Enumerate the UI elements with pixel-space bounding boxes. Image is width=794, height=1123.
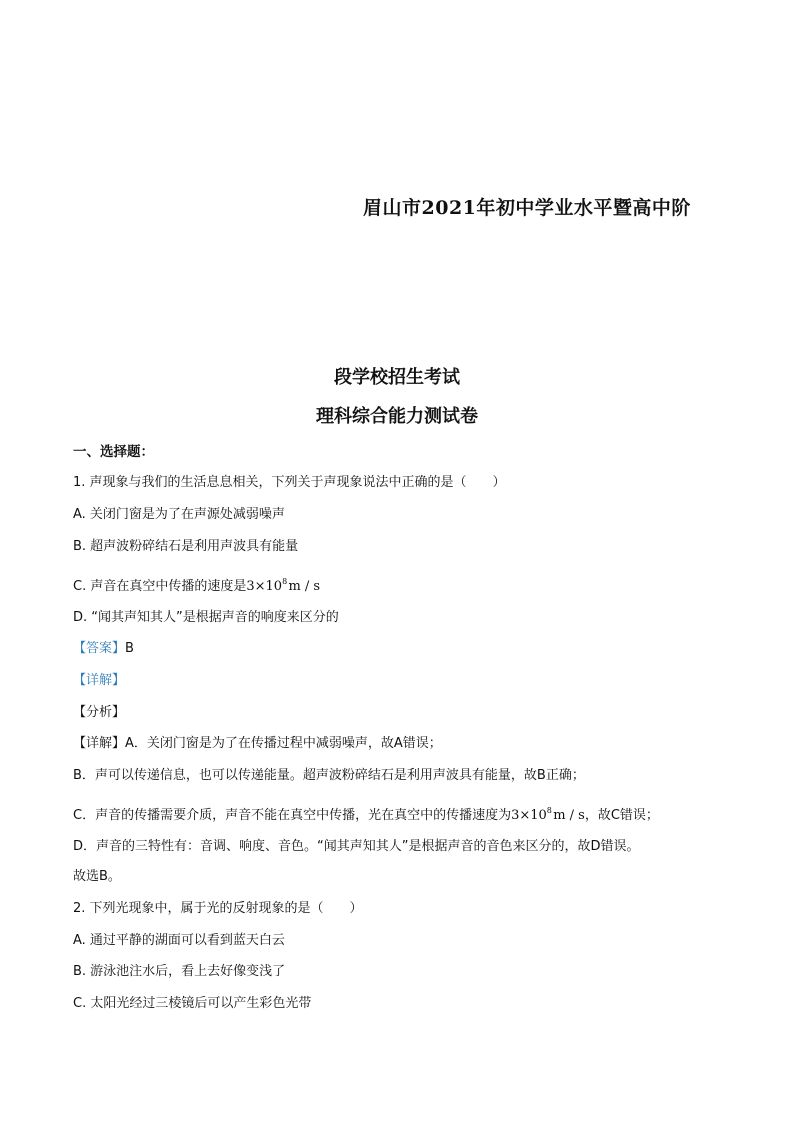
q1-option-c	[73, 573, 320, 596]
explain-c-suffix: ，故C错误；	[584, 808, 659, 823]
conclusion: 故选B。	[73, 869, 121, 884]
q1-option-c-prefix: C. 声音在真空中传播的速度是	[73, 579, 247, 594]
q1-stem: 1. 声现象与我们的生活息息相关，下列关于声现象说法中正确的是（ ）	[73, 475, 506, 490]
explain-a-line	[73, 735, 442, 753]
explain-c-unit: m / s	[553, 808, 585, 823]
q1-answer	[73, 640, 134, 658]
explain-tag: 【详解】	[73, 736, 126, 751]
analysis-tag: 【分析】	[73, 705, 126, 720]
q2-option-a: A. 通过平静的湖面可以看到蓝天白云	[73, 933, 285, 948]
explain-a: A．关闭门窗是为了在传播过程中减弱噪声，故A错误；	[125, 736, 442, 751]
explain-d: D．声音的三特性有：音调、响度、音色。“闻其声知其人”是根据声音的音色来区分的，故D错误。	[73, 839, 640, 854]
q1-option-b: B. 超声波粉碎结石是利用声波具有能量	[73, 539, 299, 554]
q2-stem: 2. 下列光现象中，属于光的反射现象的是（ ）	[73, 901, 363, 916]
explain-c-math	[511, 808, 585, 823]
exam-title-line2: 段学校招生考试	[334, 367, 460, 388]
detail-tag: 【详解】	[73, 673, 126, 688]
q1-option-c-math-base: 3×10	[246, 579, 283, 594]
q1-option-a: A. 关闭门窗是为了在声源处减弱噪声	[73, 507, 285, 522]
q1-option-c-unit: m / s	[288, 579, 321, 594]
exam-title-line1: 眉山市2021年初中学业水平暨高中阶	[363, 197, 691, 219]
explain-c-line	[73, 802, 659, 825]
exam-title-line3: 理科综合能力测试卷	[316, 406, 478, 427]
answer-tag: 【答案】	[73, 641, 126, 656]
explain-c-math-exp: 8	[546, 806, 552, 815]
q2-option-b: B. 游泳池注水后，看上去好像变浅了	[73, 964, 286, 979]
explain-c-prefix: C．声音的传播需要介质，声音不能在真空中传播，光在真空中的传播速度为	[73, 808, 512, 823]
q1-option-d: D. “闻其声知其人”是根据声音的响度来区分的	[73, 610, 339, 625]
answer-value: B	[125, 641, 134, 656]
q1-option-c-math-exp: 8	[282, 577, 288, 586]
explain-c-math-base: 3×10	[511, 808, 547, 823]
section-heading: 一、选择题：	[73, 444, 154, 460]
q2-option-c: C. 太阳光经过三棱镜后可以产生彩色光带	[73, 996, 312, 1011]
explain-b: B．声可以传递信息，也可以传递能量。超声波粉碎结石是利用声波具有能量，故B正确；	[73, 768, 585, 783]
q1-option-c-math	[246, 579, 320, 594]
